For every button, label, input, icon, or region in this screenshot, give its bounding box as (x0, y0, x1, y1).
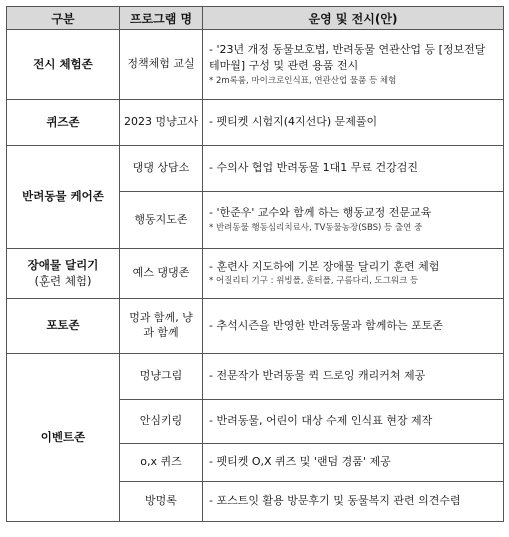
operation-text: - 수의사 협업 반려동물 1대1 무료 건강검진 (209, 161, 418, 175)
operation-text: - 추석시즌을 반영한 반려동물과 함께하는 포토존 (209, 318, 443, 332)
header-row (7, 7, 504, 30)
operation-cell (203, 146, 504, 192)
category-cell: 반려동물 케어존 (7, 146, 120, 249)
program-cell: 멍냥그림 (120, 354, 203, 400)
category-cell: 포토존 (7, 299, 120, 354)
program-cell: 정책체험 교실 (120, 30, 203, 100)
operation-note: * 어질리티 기구 : 위빙폴, 훈터폴, 구름다리, 도그워크 등 (209, 276, 419, 287)
operation-cell (203, 444, 504, 482)
category-title: 장애물 달리기 (27, 257, 99, 272)
program-cell: 안심키링 (120, 400, 203, 444)
operation-cell (203, 400, 504, 444)
table-row (7, 299, 504, 354)
table-row (7, 30, 504, 100)
operation-cell (203, 482, 504, 522)
table-row (7, 354, 504, 400)
program-cell: 댕댕 상담소 (120, 146, 203, 192)
program-cell: o,x 퀴즈 (120, 444, 203, 482)
operation-cell (203, 299, 504, 354)
operation-text: - 포스트잇 활용 방문후기 및 동물복지 관련 의견수렴 (209, 494, 461, 508)
header-program: 프로그램 명 (120, 7, 203, 30)
category-cell (7, 249, 120, 299)
program-cell: 2023 멍냥고사 (120, 100, 203, 146)
operation-text: - 펫티켓 O,X 퀴즈 및 '랜덤 경품' 제공 (209, 455, 391, 469)
category-cell: 전시 체험존 (7, 30, 120, 100)
table-row (7, 146, 504, 192)
header-operation: 운영 및 전시(안) (203, 7, 504, 30)
program-table (6, 6, 504, 522)
operation-text: - 반려동물, 어린이 대상 수제 인식표 현장 제작 (209, 414, 433, 428)
operation-cell (203, 30, 504, 100)
table-row (7, 249, 504, 299)
operation-cell (203, 249, 504, 299)
operation-text: - '23년 개정 동물보호법, 반려동물 연관산업 등 [정보전달 테마월] 구성 및 관련 용품 전시 (209, 42, 486, 73)
operation-text: - 전문작가 반려동물 퀵 드로잉 캐리커쳐 제공 (209, 369, 426, 383)
operation-text: - '한준우' 교수와 함께 하는 행동교정 전문교육 (209, 206, 432, 220)
program-cell: 방멍록 (120, 482, 203, 522)
table-row (7, 100, 504, 146)
program-cell: 멍과 함께, 냥과 함께 (120, 299, 203, 354)
operation-text: - 훈련사 지도하에 기본 장애물 달리기 훈련 체험 (209, 259, 440, 273)
category-subtitle: (훈련 체험) (34, 273, 92, 288)
category-cell: 이벤트존 (7, 354, 120, 522)
operation-cell (203, 354, 504, 400)
header-category: 구분 (7, 7, 120, 30)
category-cell: 퀴즈존 (7, 100, 120, 146)
operation-text: - 펫티켓 시험지(4지선다) 문제풀이 (209, 115, 378, 129)
operation-cell (203, 100, 504, 146)
operation-note: * 반려동물 행동심리치료사, TV동물농장(SBS) 등 출연 중 (209, 222, 423, 233)
operation-note: * 2m록룸, 마이크로인식표, 연관산업 물품 등 체험 (209, 75, 397, 86)
operation-cell (203, 192, 504, 249)
program-cell: 예스 댕댕존 (120, 249, 203, 299)
program-cell: 행동지도존 (120, 192, 203, 249)
